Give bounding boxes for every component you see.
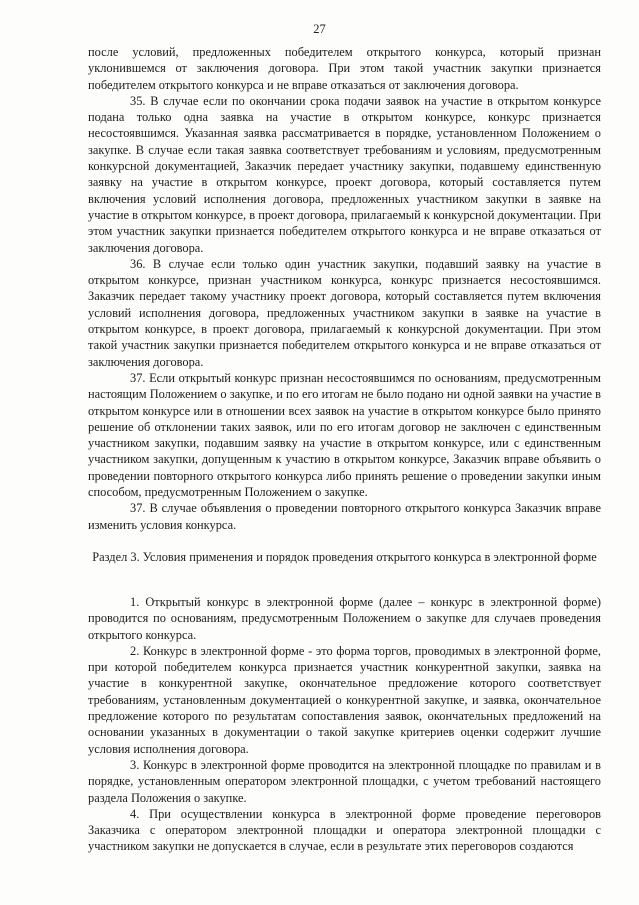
section-heading: Раздел 3. Условия применения и порядок проведения открытого конкурса в электронной форме: [92, 550, 597, 564]
paragraph: 37. Если открытый конкурс признан несостоявшимся по основаниям, предусмотренным настоящим Положением о закупке, и по его итогам не было подано ни одной заявки на участие в открытом конкурсе или в отношении всех заявок на участие в открытом конкурсе было принято решение об отклонении таких заявок, или по его итогам договор не заключен с единственным участником закупки, подавшим заявку на участие в открытом конкурсе, или с единственным участником закупки, допущенным к участию в открытом конкурсе, Заказчик вправе объявить о проведении повторного открытого конкурса либо принять решение о проведении закупки иным способом, предусмотренным Положением о закупке.: [88, 370, 601, 500]
paragraph: 4. При осуществлении конкурса в электронной форме проведение переговоров Заказчика с оператором электронной площадки и оператора электронной площадки с участником закупки не допускается в случае, если в результате этих переговоров создаются: [88, 806, 601, 854]
section-3-body: [88, 594, 601, 855]
page-number: 27: [313, 22, 326, 36]
section-2-continuation: [88, 44, 601, 533]
paragraph: 36. В случае если только один участник закупки, подавший заявку на участие в открытом конкурсе, признан участником конкурса, конкурс признается несостоявшимся. Заказчик передает такому участнику проект договора, который составляется путем включения условий исполнения договора, предложенных участником закупки в заявке на участие в открытом конкурсе, в проект договора, прилагаемый к конкурсной документации. При этом такой участник закупки признается победителем открытого конкурса и не вправе отказаться от заключения договора.: [88, 256, 601, 369]
paragraph: после условий, предложенных победителем открытого конкурса, который признан уклонившемся от заключения договора. При этом такой участник закупки признается победителем открытого конкурса и не вправе отказаться от заключения договора.: [88, 45, 601, 92]
paragraph: 1. Открытый конкурс в электронной форме (далее – конкурс в электронной форме) проводится по основаниям, предусмотренным Положением о закупке для случаев проведения открытого конкурса.: [88, 595, 601, 642]
paragraph: 2. Конкурс в электронной форме - это форма торгов, проводимых в электронной форме, при которой победителем конкурса признается участник конкурентной закупки, заявка на участие в конкурентной закупке, окончательное предложение которого соответствует требованиям, установленным документацией о конкурентной закупке, и заявка, окончательное предложение которого по результатам сопоставления заявок, окончательных предложений на основании указанных в документации о такой закупке критериев оценки содержит лучшие условия исполнения договора.: [88, 643, 601, 756]
paragraph: 37. В случае объявления о проведении повторного открытого конкурса Заказчик вправе изменить условия конкурса.: [88, 501, 601, 532]
paragraph: 3. Конкурс в электронной форме проводится на электронной площадке по правилам и в порядке, установленным оператором электронной площадки, с учетом требований настоящего раздела Положения о закупке.: [88, 757, 601, 805]
paragraph: 35. В случае если по окончании срока подачи заявок на участие в открытом конкурсе подана только одна заявка на участие в открытом конкурсе, конкурс признается несостоявшимся. Указанная заявка рассматривается в порядке, установленном Положением о закупке. В случае если такая заявка соответствует требованиям и условиям, предусмотренным конкурсной документацией, Заказчик передает участнику закупки, подавшему единственную заявку на участие в открытом конкурсе, проект договора, который составляется путем включения условий исполнения договора, предложенных участником закупки в заявке на участие в открытом конкурсе, в проект договора, прилагаемый к конкурсной документации. При этом участник закупки признается победителем открытого конкурса и не вправе отказаться от заключения договора.: [88, 93, 601, 255]
